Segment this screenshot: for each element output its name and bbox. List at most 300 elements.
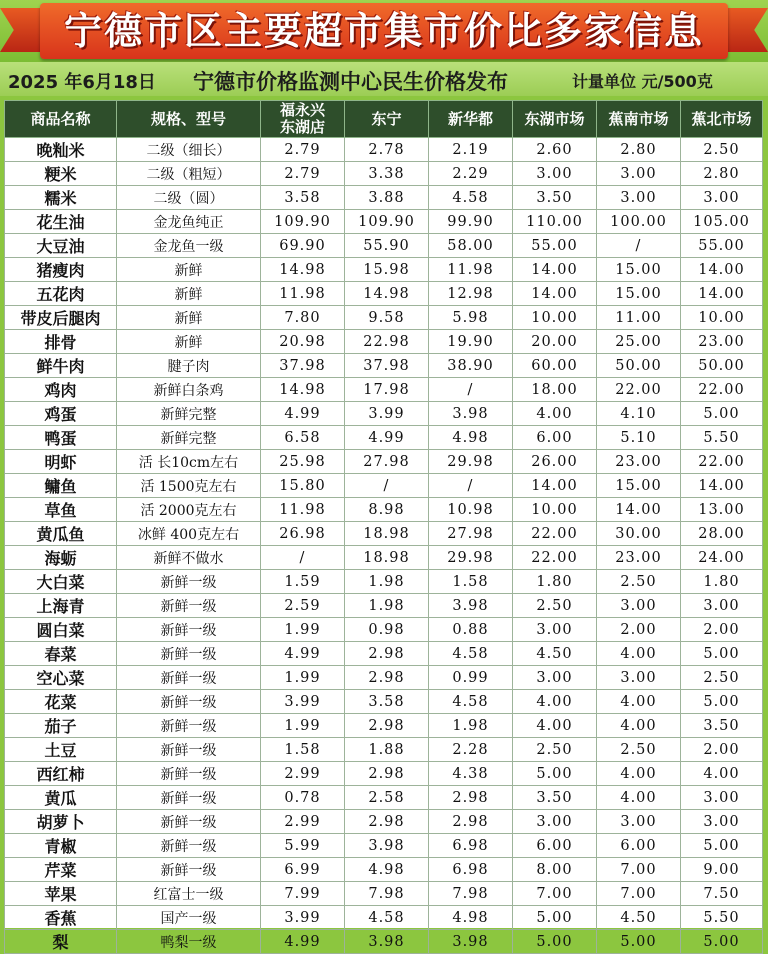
table-row — [5, 834, 763, 858]
price-cell: 3.99 — [261, 906, 345, 930]
price-cell: 3.00 — [681, 786, 763, 810]
price-cell: 2.28 — [429, 738, 513, 762]
price-cell: 50.00 — [681, 354, 763, 378]
price-cell: 99.90 — [429, 210, 513, 234]
table-row — [5, 666, 763, 690]
product-name-cell: 带皮后腿肉 — [5, 306, 117, 330]
price-cell: 14.98 — [261, 378, 345, 402]
price-cell: / — [429, 474, 513, 498]
price-cell: 0.78 — [261, 786, 345, 810]
table-row — [5, 690, 763, 714]
price-cell: 5.98 — [429, 306, 513, 330]
column-header: 商品名称 — [5, 101, 117, 138]
price-cell: 3.38 — [345, 162, 429, 186]
price-table — [4, 100, 763, 954]
price-cell: 29.98 — [429, 546, 513, 570]
product-name-cell: 鸡肉 — [5, 378, 117, 402]
spec-cell: 金龙鱼一级 — [117, 234, 261, 258]
price-cell: 5.00 — [513, 930, 597, 954]
price-cell: 23.00 — [681, 330, 763, 354]
table-row — [5, 858, 763, 882]
price-cell: 4.50 — [597, 906, 681, 930]
price-cell: 5.50 — [681, 426, 763, 450]
price-cell: 7.98 — [429, 882, 513, 906]
price-cell: 2.50 — [681, 138, 763, 162]
table-row — [5, 786, 763, 810]
price-cell: 30.00 — [597, 522, 681, 546]
price-cell: 1.98 — [345, 594, 429, 618]
price-cell: 8.00 — [513, 858, 597, 882]
price-cell: 1.98 — [429, 714, 513, 738]
product-name-cell: 土豆 — [5, 738, 117, 762]
price-cell: 20.00 — [513, 330, 597, 354]
price-cell: 5.00 — [513, 762, 597, 786]
product-name-cell: 胡萝卜 — [5, 810, 117, 834]
price-cell: 11.98 — [261, 282, 345, 306]
price-cell: 14.98 — [261, 258, 345, 282]
price-cell: 22.00 — [681, 378, 763, 402]
product-name-cell: 花生油 — [5, 210, 117, 234]
price-cell: 18.98 — [345, 522, 429, 546]
spec-cell: 二级（细长） — [117, 138, 261, 162]
price-cell: 22.98 — [345, 330, 429, 354]
spec-cell: 新鲜一级 — [117, 810, 261, 834]
price-cell: 14.00 — [681, 282, 763, 306]
price-cell: 3.50 — [513, 186, 597, 210]
spec-cell: 新鲜 — [117, 306, 261, 330]
table-row — [5, 930, 763, 954]
spec-cell: 腱子肉 — [117, 354, 261, 378]
price-cell: 3.98 — [429, 402, 513, 426]
price-cell: 109.90 — [345, 210, 429, 234]
table-row — [5, 210, 763, 234]
price-cell: 2.79 — [261, 138, 345, 162]
price-cell: 2.00 — [597, 618, 681, 642]
price-cell: 37.98 — [345, 354, 429, 378]
price-cell: 60.00 — [513, 354, 597, 378]
price-cell: 3.00 — [597, 186, 681, 210]
price-cell: 4.00 — [513, 402, 597, 426]
table-row — [5, 906, 763, 930]
product-name-cell: 海蛎 — [5, 546, 117, 570]
price-cell: 24.00 — [681, 546, 763, 570]
spec-cell: 新鲜 — [117, 258, 261, 282]
price-cell: 14.00 — [513, 258, 597, 282]
price-cell: 19.90 — [429, 330, 513, 354]
price-cell: / — [345, 474, 429, 498]
price-cell: 27.98 — [429, 522, 513, 546]
price-cell: 2.50 — [597, 570, 681, 594]
price-cell: 2.50 — [513, 738, 597, 762]
table-row — [5, 354, 763, 378]
price-cell: 4.00 — [597, 642, 681, 666]
price-cell: 1.99 — [261, 666, 345, 690]
price-cell: 4.00 — [681, 762, 763, 786]
table-body — [5, 138, 763, 954]
price-cell: 14.00 — [681, 474, 763, 498]
table-row — [5, 546, 763, 570]
product-name-cell: 粳米 — [5, 162, 117, 186]
spec-cell: 新鲜一级 — [117, 738, 261, 762]
price-cell: 22.00 — [681, 450, 763, 474]
spec-cell: 金龙鱼纯正 — [117, 210, 261, 234]
price-cell: 7.98 — [345, 882, 429, 906]
price-cell: 4.00 — [597, 690, 681, 714]
spec-cell: 新鲜一级 — [117, 642, 261, 666]
price-cell: 9.00 — [681, 858, 763, 882]
product-name-cell: 大白菜 — [5, 570, 117, 594]
price-cell: 3.88 — [345, 186, 429, 210]
price-cell: 5.99 — [261, 834, 345, 858]
price-cell: 11.98 — [261, 498, 345, 522]
price-cell: 26.98 — [261, 522, 345, 546]
price-cell: 1.58 — [261, 738, 345, 762]
page-title: 宁德市区主要超市集市价比多家信息 — [63, 9, 704, 53]
price-cell: 0.98 — [345, 618, 429, 642]
price-cell: 11.98 — [429, 258, 513, 282]
price-cell: 23.00 — [597, 546, 681, 570]
price-cell: 5.00 — [681, 834, 763, 858]
product-name-cell: 大豆油 — [5, 234, 117, 258]
price-cell: 7.50 — [681, 882, 763, 906]
unit-label: 计量单位 元/500克 — [572, 72, 713, 91]
price-cell: 4.00 — [597, 714, 681, 738]
price-cell: 3.58 — [345, 690, 429, 714]
price-cell: 1.58 — [429, 570, 513, 594]
spec-cell: 活 长10cm左右 — [117, 450, 261, 474]
price-cell: 100.00 — [597, 210, 681, 234]
price-cell: 2.00 — [681, 618, 763, 642]
price-cell: 2.50 — [513, 594, 597, 618]
price-cell: 3.00 — [681, 594, 763, 618]
price-cell: 110.00 — [513, 210, 597, 234]
price-cell: 3.99 — [345, 402, 429, 426]
price-cell: 2.59 — [261, 594, 345, 618]
product-name-cell: 五花肉 — [5, 282, 117, 306]
price-cell: 3.00 — [597, 162, 681, 186]
price-cell: 10.00 — [513, 498, 597, 522]
product-name-cell: 黄瓜 — [5, 786, 117, 810]
price-cell: 3.50 — [681, 714, 763, 738]
column-header: 福永兴 东湖店 — [261, 101, 345, 138]
price-cell: 29.98 — [429, 450, 513, 474]
price-cell: 1.88 — [345, 738, 429, 762]
price-cell: 4.98 — [345, 858, 429, 882]
price-cell: 11.00 — [597, 306, 681, 330]
price-cell: 4.00 — [513, 690, 597, 714]
price-cell: 3.00 — [597, 666, 681, 690]
table-row — [5, 474, 763, 498]
product-name-cell: 芹菜 — [5, 858, 117, 882]
product-name-cell: 鲜牛肉 — [5, 354, 117, 378]
price-cell: 4.98 — [429, 906, 513, 930]
price-cell: 2.98 — [345, 666, 429, 690]
price-cell: 4.00 — [513, 714, 597, 738]
product-name-cell: 鸡蛋 — [5, 402, 117, 426]
price-cell: 5.00 — [513, 906, 597, 930]
price-cell: 26.00 — [513, 450, 597, 474]
spec-cell: 鸭梨一级 — [117, 930, 261, 954]
publish-date: 2025 年6月18日 — [8, 72, 156, 93]
price-cell: 58.00 — [429, 234, 513, 258]
price-cell: 6.98 — [429, 834, 513, 858]
table-row — [5, 426, 763, 450]
price-cell: 2.79 — [261, 162, 345, 186]
price-cell: / — [429, 378, 513, 402]
price-cell: 2.29 — [429, 162, 513, 186]
product-name-cell: 苹果 — [5, 882, 117, 906]
product-name-cell: 花菜 — [5, 690, 117, 714]
column-header: 蕉北市场 — [681, 101, 763, 138]
product-name-cell: 上海青 — [5, 594, 117, 618]
ribbon-right-decoration — [722, 8, 768, 52]
publisher: 宁德市价格监测中心民生价格发布 — [193, 70, 508, 94]
price-cell: 7.00 — [597, 882, 681, 906]
price-cell: 55.00 — [513, 234, 597, 258]
price-cell: 22.00 — [513, 546, 597, 570]
product-name-cell: 圆白菜 — [5, 618, 117, 642]
price-cell: 2.80 — [597, 138, 681, 162]
price-cell: 4.58 — [429, 642, 513, 666]
price-cell: 109.90 — [261, 210, 345, 234]
price-cell: 4.38 — [429, 762, 513, 786]
table-row — [5, 306, 763, 330]
price-cell: 4.58 — [345, 906, 429, 930]
price-cell: 5.00 — [681, 642, 763, 666]
product-name-cell: 西红柿 — [5, 762, 117, 786]
table-row — [5, 714, 763, 738]
spec-cell: 新鲜一级 — [117, 858, 261, 882]
price-cell: 15.00 — [597, 258, 681, 282]
price-cell: 55.00 — [681, 234, 763, 258]
price-cell: 10.98 — [429, 498, 513, 522]
price-cell: 2.98 — [345, 762, 429, 786]
price-cell: 3.98 — [345, 930, 429, 954]
price-cell: 28.00 — [681, 522, 763, 546]
spec-cell: 新鲜 — [117, 282, 261, 306]
price-cell: 15.00 — [597, 474, 681, 498]
price-cell: 2.98 — [345, 810, 429, 834]
product-name-cell: 鸭蛋 — [5, 426, 117, 450]
price-cell: 7.00 — [597, 858, 681, 882]
spec-cell: 新鲜一级 — [117, 762, 261, 786]
price-cell: 15.00 — [597, 282, 681, 306]
price-cell: 15.80 — [261, 474, 345, 498]
price-cell: 4.58 — [429, 186, 513, 210]
column-header: 新华都 — [429, 101, 513, 138]
price-cell: 3.00 — [513, 666, 597, 690]
table-header-row — [5, 101, 763, 138]
price-cell: 4.50 — [513, 642, 597, 666]
spec-cell: 新鲜完整 — [117, 426, 261, 450]
price-cell: 1.98 — [345, 570, 429, 594]
spec-cell: 新鲜不做水 — [117, 546, 261, 570]
price-cell: 5.10 — [597, 426, 681, 450]
price-cell: 14.00 — [513, 474, 597, 498]
spec-cell: 新鲜一级 — [117, 666, 261, 690]
price-cell: 50.00 — [597, 354, 681, 378]
table-row — [5, 498, 763, 522]
price-cell: 69.90 — [261, 234, 345, 258]
title-banner — [0, 0, 768, 62]
spec-cell: 国产一级 — [117, 906, 261, 930]
spec-cell: 新鲜一级 — [117, 618, 261, 642]
price-table-container — [4, 100, 762, 952]
price-cell: 3.98 — [429, 930, 513, 954]
price-cell: 3.00 — [597, 810, 681, 834]
price-cell: 22.00 — [597, 378, 681, 402]
product-name-cell: 梨 — [5, 930, 117, 954]
price-cell: 2.19 — [429, 138, 513, 162]
product-name-cell: 青椒 — [5, 834, 117, 858]
price-cell: 0.99 — [429, 666, 513, 690]
price-cell: 6.58 — [261, 426, 345, 450]
column-header: 蕉南市场 — [597, 101, 681, 138]
price-cell: 4.99 — [261, 930, 345, 954]
price-cell: 14.98 — [345, 282, 429, 306]
product-name-cell: 排骨 — [5, 330, 117, 354]
price-cell: 2.98 — [429, 786, 513, 810]
price-cell: 14.00 — [681, 258, 763, 282]
price-cell: 6.00 — [513, 834, 597, 858]
price-cell: 7.99 — [261, 882, 345, 906]
price-cell: 3.00 — [513, 162, 597, 186]
table-row — [5, 642, 763, 666]
table-row — [5, 522, 763, 546]
spec-cell: 二级（圆） — [117, 186, 261, 210]
price-cell: 3.98 — [429, 594, 513, 618]
table-row — [5, 138, 763, 162]
spec-cell: 新鲜完整 — [117, 402, 261, 426]
spec-cell: 新鲜一级 — [117, 786, 261, 810]
column-header: 规格、型号 — [117, 101, 261, 138]
product-name-cell: 鳙鱼 — [5, 474, 117, 498]
table-row — [5, 378, 763, 402]
price-cell: 0.88 — [429, 618, 513, 642]
spec-cell: 新鲜白条鸡 — [117, 378, 261, 402]
price-cell: 7.80 — [261, 306, 345, 330]
column-header: 东宁 — [345, 101, 429, 138]
price-cell: 2.98 — [429, 810, 513, 834]
price-cell: 25.98 — [261, 450, 345, 474]
table-row — [5, 258, 763, 282]
table-row — [5, 234, 763, 258]
price-cell: 2.98 — [345, 714, 429, 738]
price-cell: 23.00 — [597, 450, 681, 474]
product-name-cell: 晚籼米 — [5, 138, 117, 162]
price-cell: 38.90 — [429, 354, 513, 378]
price-cell: 18.00 — [513, 378, 597, 402]
price-cell: 7.00 — [513, 882, 597, 906]
spec-cell: 新鲜一级 — [117, 834, 261, 858]
price-cell: 4.99 — [261, 402, 345, 426]
spec-cell: 新鲜一级 — [117, 594, 261, 618]
price-cell: 3.00 — [597, 594, 681, 618]
price-cell: 27.98 — [345, 450, 429, 474]
product-name-cell: 香蕉 — [5, 906, 117, 930]
price-cell: 17.98 — [345, 378, 429, 402]
price-cell: / — [597, 234, 681, 258]
product-name-cell: 猪瘦肉 — [5, 258, 117, 282]
price-cell: 9.58 — [345, 306, 429, 330]
price-cell: 3.00 — [681, 810, 763, 834]
price-cell: 6.99 — [261, 858, 345, 882]
spec-cell: 新鲜一级 — [117, 690, 261, 714]
price-cell: 5.00 — [597, 930, 681, 954]
price-cell: 3.58 — [261, 186, 345, 210]
table-row — [5, 762, 763, 786]
price-cell: 3.00 — [681, 186, 763, 210]
product-name-cell: 明虾 — [5, 450, 117, 474]
table-row — [5, 186, 763, 210]
price-cell: 2.98 — [345, 642, 429, 666]
product-name-cell: 黄瓜鱼 — [5, 522, 117, 546]
price-cell: 37.98 — [261, 354, 345, 378]
price-cell: 1.59 — [261, 570, 345, 594]
spec-cell: 活 1500克左右 — [117, 474, 261, 498]
price-cell: 2.00 — [681, 738, 763, 762]
price-cell: 5.00 — [681, 690, 763, 714]
price-cell: 2.99 — [261, 762, 345, 786]
spec-cell: 二级（粗短） — [117, 162, 261, 186]
price-cell: 1.80 — [513, 570, 597, 594]
table-row — [5, 810, 763, 834]
price-cell: 3.99 — [261, 690, 345, 714]
product-name-cell: 糯米 — [5, 186, 117, 210]
price-cell: 4.00 — [597, 762, 681, 786]
price-cell: 6.00 — [513, 426, 597, 450]
table-row — [5, 162, 763, 186]
price-cell: 20.98 — [261, 330, 345, 354]
price-cell: 5.00 — [681, 402, 763, 426]
price-cell: 1.80 — [681, 570, 763, 594]
product-name-cell: 茄子 — [5, 714, 117, 738]
price-cell: 10.00 — [681, 306, 763, 330]
column-header: 东湖市场 — [513, 101, 597, 138]
price-cell: 4.58 — [429, 690, 513, 714]
product-name-cell: 春菜 — [5, 642, 117, 666]
price-cell: 13.00 — [681, 498, 763, 522]
price-cell: 18.98 — [345, 546, 429, 570]
price-cell: 3.98 — [345, 834, 429, 858]
price-cell: 12.98 — [429, 282, 513, 306]
spec-cell: 红富士一级 — [117, 882, 261, 906]
price-cell: 1.99 — [261, 714, 345, 738]
table-row — [5, 282, 763, 306]
product-name-cell: 草鱼 — [5, 498, 117, 522]
table-row — [5, 570, 763, 594]
price-cell: 3.50 — [513, 786, 597, 810]
price-cell: 1.99 — [261, 618, 345, 642]
price-cell: 2.50 — [681, 666, 763, 690]
price-cell: 25.00 — [597, 330, 681, 354]
price-cell: 14.00 — [597, 498, 681, 522]
price-cell: 8.98 — [345, 498, 429, 522]
price-cell: 2.50 — [597, 738, 681, 762]
table-row — [5, 594, 763, 618]
table-row — [5, 618, 763, 642]
price-cell: 3.00 — [513, 618, 597, 642]
subtitle-bar — [0, 62, 768, 96]
table-row — [5, 402, 763, 426]
price-cell: 4.10 — [597, 402, 681, 426]
price-cell: 3.00 — [513, 810, 597, 834]
price-cell: 2.58 — [345, 786, 429, 810]
spec-cell: 冰鲜 400克左右 — [117, 522, 261, 546]
spec-cell: 新鲜 — [117, 330, 261, 354]
table-row — [5, 330, 763, 354]
price-cell: 2.60 — [513, 138, 597, 162]
